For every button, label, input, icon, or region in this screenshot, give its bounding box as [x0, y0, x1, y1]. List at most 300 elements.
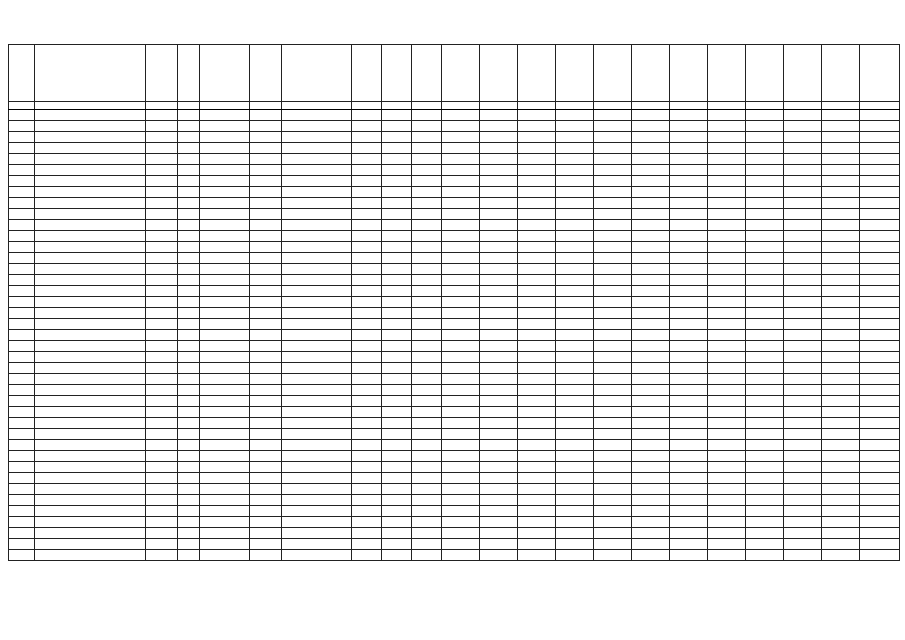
table-cell: [282, 506, 352, 517]
table-cell: [860, 550, 900, 561]
table-cell: [784, 407, 822, 418]
table-cell: [412, 308, 442, 319]
table-cell: [708, 242, 746, 253]
table-cell: [746, 154, 784, 165]
table-cell: [442, 396, 480, 407]
table-cell: [860, 363, 900, 374]
table-cell: [250, 308, 282, 319]
table-cell: [250, 154, 282, 165]
table-cell: [35, 187, 146, 198]
table-cell: [146, 220, 178, 231]
table-cell: [746, 143, 784, 154]
table-cell: [382, 385, 412, 396]
table-cell: [822, 231, 860, 242]
table-cell: [670, 121, 708, 132]
table-cell: [556, 297, 594, 308]
table-cell: [146, 352, 178, 363]
table-cell: [556, 286, 594, 297]
table-cell: [556, 319, 594, 330]
table-cell: [178, 297, 200, 308]
table-row: [9, 264, 900, 275]
table-cell: [632, 374, 670, 385]
table-cell: [518, 154, 556, 165]
table-cell: [9, 45, 35, 102]
table-cell: [480, 352, 518, 363]
table-cell: [352, 517, 382, 528]
table-cell: [9, 231, 35, 242]
table-cell: [9, 264, 35, 275]
table-cell: [860, 506, 900, 517]
table-cell: [412, 319, 442, 330]
table-cell: [822, 198, 860, 209]
table-cell: [178, 473, 200, 484]
table-cell: [860, 45, 900, 102]
table-cell: [9, 102, 35, 110]
table-cell: [746, 462, 784, 473]
table-cell: [632, 528, 670, 539]
table-cell: [670, 308, 708, 319]
table-cell: [35, 517, 146, 528]
table-cell: [480, 143, 518, 154]
table-cell: [822, 253, 860, 264]
table-cell: [746, 264, 784, 275]
table-cell: [480, 176, 518, 187]
table-row: [9, 550, 900, 561]
table-cell: [352, 253, 382, 264]
table-cell: [480, 451, 518, 462]
table-cell: [632, 352, 670, 363]
table-cell: [200, 220, 250, 231]
table-cell: [746, 110, 784, 121]
table-cell: [860, 143, 900, 154]
table-cell: [556, 330, 594, 341]
table-cell: [822, 275, 860, 286]
table-cell: [632, 102, 670, 110]
table-cell: [412, 462, 442, 473]
table-cell: [670, 352, 708, 363]
table-cell: [708, 308, 746, 319]
table-cell: [556, 45, 594, 102]
table-cell: [556, 341, 594, 352]
table-cell: [382, 539, 412, 550]
table-cell: [282, 550, 352, 561]
table-cell: [518, 297, 556, 308]
table-cell: [632, 451, 670, 462]
table-cell: [746, 231, 784, 242]
table-cell: [632, 275, 670, 286]
table-cell: [518, 418, 556, 429]
table-cell: [822, 209, 860, 220]
table-row: [9, 451, 900, 462]
table-cell: [518, 231, 556, 242]
table-cell: [178, 242, 200, 253]
table-cell: [518, 539, 556, 550]
table-cell: [382, 319, 412, 330]
table-cell: [632, 517, 670, 528]
table-cell: [352, 187, 382, 198]
table-cell: [670, 253, 708, 264]
table-cell: [556, 473, 594, 484]
table-cell: [518, 121, 556, 132]
table-cell: [442, 198, 480, 209]
table-cell: [442, 517, 480, 528]
table-cell: [35, 550, 146, 561]
table-cell: [178, 330, 200, 341]
table-cell: [35, 539, 146, 550]
table-cell: [282, 352, 352, 363]
table-cell: [146, 407, 178, 418]
table-cell: [382, 484, 412, 495]
table-cell: [860, 176, 900, 187]
table-cell: [518, 220, 556, 231]
table-cell: [9, 473, 35, 484]
table-row: [9, 462, 900, 473]
table-cell: [35, 231, 146, 242]
table-cell: [352, 176, 382, 187]
table-cell: [282, 363, 352, 374]
table-cell: [250, 209, 282, 220]
table-cell: [860, 242, 900, 253]
table-cell: [352, 429, 382, 440]
table-cell: [670, 407, 708, 418]
table-row: [9, 385, 900, 396]
table-cell: [670, 165, 708, 176]
table-cell: [352, 143, 382, 154]
table-cell: [250, 297, 282, 308]
table-cell: [746, 429, 784, 440]
table-cell: [442, 143, 480, 154]
table-cell: [632, 220, 670, 231]
table-cell: [746, 297, 784, 308]
table-cell: [35, 110, 146, 121]
table-cell: [35, 253, 146, 264]
table-cell: [442, 429, 480, 440]
table-cell: [382, 154, 412, 165]
table-cell: [250, 440, 282, 451]
table-cell: [822, 242, 860, 253]
table-cell: [442, 462, 480, 473]
table-cell: [632, 462, 670, 473]
table-cell: [178, 363, 200, 374]
table-cell: [708, 297, 746, 308]
table-cell: [632, 45, 670, 102]
table-cell: [860, 187, 900, 198]
table-cell: [480, 374, 518, 385]
table-cell: [146, 429, 178, 440]
table-cell: [412, 176, 442, 187]
table-cell: [860, 275, 900, 286]
table-cell: [670, 517, 708, 528]
table-cell: [708, 209, 746, 220]
table-cell: [594, 209, 632, 220]
table-body: [9, 45, 900, 561]
table-cell: [9, 165, 35, 176]
table-cell: [670, 374, 708, 385]
table-row: [9, 374, 900, 385]
table-cell: [670, 154, 708, 165]
table-cell: [708, 330, 746, 341]
table-cell: [708, 418, 746, 429]
table-cell: [382, 132, 412, 143]
table-cell: [746, 407, 784, 418]
table-cell: [518, 385, 556, 396]
table-cell: [442, 286, 480, 297]
table-cell: [412, 209, 442, 220]
table-cell: [822, 45, 860, 102]
table-cell: [556, 440, 594, 451]
table-cell: [784, 154, 822, 165]
table-cell: [282, 462, 352, 473]
table-cell: [632, 143, 670, 154]
table-cell: [146, 132, 178, 143]
table-cell: [556, 550, 594, 561]
table-cell: [594, 407, 632, 418]
table-cell: [480, 297, 518, 308]
table-cell: [860, 330, 900, 341]
table-cell: [556, 495, 594, 506]
table-row: [9, 418, 900, 429]
table-cell: [632, 330, 670, 341]
table-cell: [178, 231, 200, 242]
table-cell: [146, 264, 178, 275]
table-cell: [9, 132, 35, 143]
table-cell: [708, 517, 746, 528]
table-cell: [518, 517, 556, 528]
table-cell: [352, 209, 382, 220]
table-cell: [784, 517, 822, 528]
table-cell: [178, 429, 200, 440]
table-cell: [480, 550, 518, 561]
table-cell: [632, 363, 670, 374]
table-cell: [146, 209, 178, 220]
table-cell: [860, 473, 900, 484]
table-cell: [200, 231, 250, 242]
table-cell: [518, 396, 556, 407]
table-cell: [822, 165, 860, 176]
table-cell: [35, 506, 146, 517]
table-cell: [518, 45, 556, 102]
table-cell: [480, 473, 518, 484]
table-cell: [860, 231, 900, 242]
table-cell: [480, 539, 518, 550]
table-cell: [282, 165, 352, 176]
table-row: [9, 539, 900, 550]
table-row: [9, 154, 900, 165]
table-cell: [442, 253, 480, 264]
table-cell: [178, 286, 200, 297]
table-cell: [594, 506, 632, 517]
table-cell: [412, 396, 442, 407]
table-cell: [822, 297, 860, 308]
table-cell: [9, 121, 35, 132]
table-row: [9, 110, 900, 121]
table-cell: [442, 308, 480, 319]
table-cell: [860, 286, 900, 297]
table-cell: [822, 484, 860, 495]
table-cell: [282, 495, 352, 506]
table-cell: [282, 187, 352, 198]
table-cell: [178, 308, 200, 319]
table-cell: [556, 220, 594, 231]
table-cell: [282, 176, 352, 187]
table-cell: [200, 45, 250, 102]
table-cell: [250, 319, 282, 330]
table-cell: [250, 286, 282, 297]
table-cell: [556, 231, 594, 242]
table-cell: [9, 220, 35, 231]
table-cell: [35, 132, 146, 143]
table-cell: [282, 143, 352, 154]
table-cell: [784, 264, 822, 275]
table-cell: [632, 242, 670, 253]
table-cell: [282, 451, 352, 462]
table-cell: [518, 495, 556, 506]
table-cell: [746, 187, 784, 198]
table-cell: [860, 462, 900, 473]
table-cell: [860, 495, 900, 506]
table-cell: [412, 102, 442, 110]
table-cell: [200, 473, 250, 484]
table-cell: [9, 440, 35, 451]
table-cell: [412, 242, 442, 253]
table-cell: [518, 374, 556, 385]
table-cell: [352, 198, 382, 209]
table-cell: [632, 110, 670, 121]
table-cell: [35, 495, 146, 506]
table-cell: [708, 198, 746, 209]
table-cell: [556, 407, 594, 418]
table-cell: [178, 45, 200, 102]
table-cell: [822, 396, 860, 407]
table-cell: [442, 209, 480, 220]
table-cell: [412, 550, 442, 561]
table-cell: [250, 121, 282, 132]
table-cell: [250, 110, 282, 121]
table-cell: [594, 132, 632, 143]
table-cell: [35, 275, 146, 286]
table-cell: [146, 286, 178, 297]
table-cell: [382, 242, 412, 253]
table-cell: [250, 462, 282, 473]
table-cell: [282, 121, 352, 132]
table-cell: [480, 275, 518, 286]
table-cell: [708, 253, 746, 264]
table-row: [9, 506, 900, 517]
table-cell: [480, 363, 518, 374]
table-cell: [146, 102, 178, 110]
table-row: [9, 165, 900, 176]
table-cell: [442, 385, 480, 396]
table-cell: [352, 352, 382, 363]
column-code-row: [9, 102, 900, 110]
table-cell: [146, 297, 178, 308]
table-row: [9, 407, 900, 418]
table-cell: [382, 396, 412, 407]
table-cell: [412, 121, 442, 132]
table-cell: [632, 319, 670, 330]
table-cell: [480, 132, 518, 143]
table-cell: [822, 473, 860, 484]
table-cell: [35, 462, 146, 473]
table-cell: [352, 154, 382, 165]
table-cell: [282, 429, 352, 440]
table-cell: [746, 374, 784, 385]
table-cell: [860, 220, 900, 231]
table-cell: [670, 264, 708, 275]
table-cell: [784, 220, 822, 231]
table-cell: [556, 429, 594, 440]
table-cell: [412, 165, 442, 176]
table-cell: [412, 110, 442, 121]
table-cell: [382, 374, 412, 385]
table-cell: [146, 396, 178, 407]
table-cell: [146, 484, 178, 495]
table-cell: [784, 550, 822, 561]
table-cell: [442, 528, 480, 539]
table-cell: [352, 495, 382, 506]
table-cell: [860, 209, 900, 220]
table-cell: [282, 102, 352, 110]
table-cell: [594, 550, 632, 561]
table-cell: [708, 264, 746, 275]
table-cell: [35, 198, 146, 209]
table-cell: [200, 253, 250, 264]
table-cell: [146, 187, 178, 198]
table-cell: [594, 352, 632, 363]
table-cell: [480, 484, 518, 495]
table-cell: [250, 102, 282, 110]
table-cell: [35, 102, 146, 110]
table-cell: [670, 275, 708, 286]
table-row: [9, 473, 900, 484]
table-cell: [556, 484, 594, 495]
table-row: [9, 275, 900, 286]
table-cell: [670, 550, 708, 561]
table-cell: [146, 363, 178, 374]
table-cell: [784, 528, 822, 539]
table-cell: [480, 154, 518, 165]
table-cell: [594, 143, 632, 154]
table-cell: [282, 308, 352, 319]
table-cell: [442, 495, 480, 506]
table-cell: [670, 231, 708, 242]
table-cell: [200, 143, 250, 154]
table-cell: [670, 385, 708, 396]
table-cell: [442, 539, 480, 550]
table-cell: [594, 495, 632, 506]
table-cell: [632, 429, 670, 440]
table-cell: [146, 473, 178, 484]
table-cell: [382, 451, 412, 462]
table-cell: [480, 407, 518, 418]
table-cell: [382, 341, 412, 352]
table-cell: [822, 539, 860, 550]
table-cell: [556, 528, 594, 539]
table-cell: [860, 517, 900, 528]
table-cell: [746, 198, 784, 209]
table-cell: [250, 352, 282, 363]
table-cell: [860, 132, 900, 143]
table-cell: [352, 396, 382, 407]
table-cell: [146, 330, 178, 341]
table-cell: [352, 462, 382, 473]
table-cell: [480, 517, 518, 528]
table-cell: [518, 308, 556, 319]
table-cell: [860, 396, 900, 407]
table-cell: [178, 341, 200, 352]
table-cell: [35, 330, 146, 341]
table-cell: [746, 363, 784, 374]
